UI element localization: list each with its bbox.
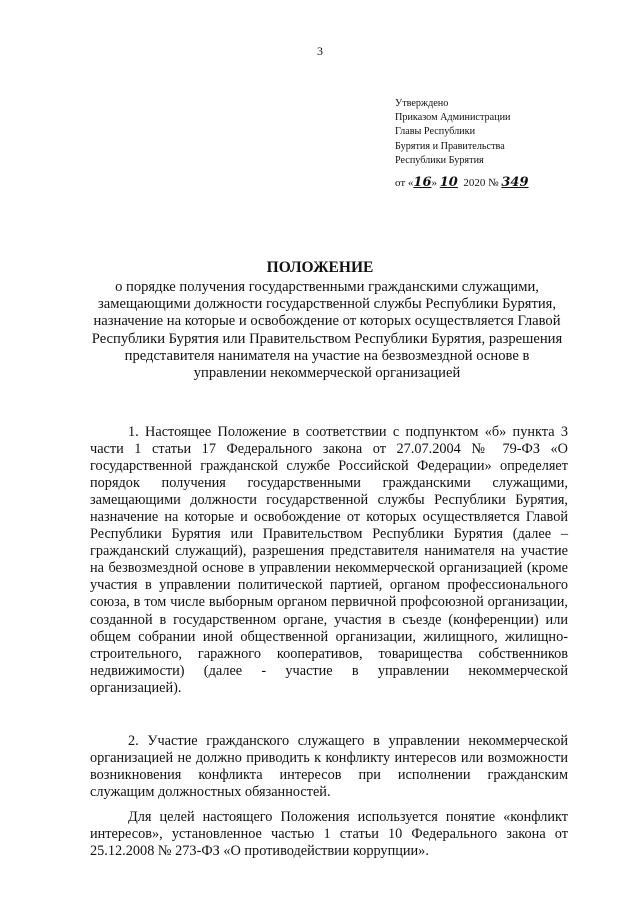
date-prefix: от «	[395, 177, 414, 190]
approval-line: Бурятия и Правительства	[395, 140, 505, 152]
handwritten-day: 16	[413, 175, 432, 191]
handwritten-number: 349	[501, 175, 529, 191]
page-number: 3	[317, 44, 323, 58]
paragraph-3: Для целей настоящего Положения используется понятие «конфликт интересов», установленное частью 1 статьи 10 Федерального закона от 25.12.2008 № 273-ФЗ «О противодействии коррупции».	[90, 809, 568, 860]
date-mid: »	[431, 177, 438, 190]
document-title: ПОЛОЖЕНИЕ	[266, 259, 374, 276]
paragraph-1: 1. Настоящее Положение в соответствии с подпунктом «б» пункта 3 части 1 статьи 17 Федерального закона от 27.07.2004 № 79-ФЗ «О государственной гражданской службе Российской Федерации» определяет порядок получения государственными гражданскими служащими, замещающими должности государственной службы Республики Бурятия, назначение на которые и освобождение от которых осуществляется Главой Республики Бурятия или Правительством Республики Бурятия (далее – гражданский служащий), разрешения представителя нанимателя на участие на безвозмездной основе в управлении некоммерческой организацией (кроме участия в управлении политической партией, органом профессионального союза, в том числе выборным органом первичной профсоюзной организации, созданной в государственном органе, участия в съезде (конференции) или общем собрании иной общественной организации, жилищного, жилищно-строительного, гаражного кооперативов, товарищества собственников недвижимости) (далее - участие в управлении некоммерческой организацией).	[90, 424, 568, 696]
approval-line: Республики Бурятия	[395, 154, 484, 166]
approval-date-number	[395, 176, 595, 190]
paragraph-2: 2. Участие гражданского служащего в управлении некоммерческой организацией не должно приводить к конфликту интересов или возможности возникновения конфликта интересов при исполнении гражданским служащим должностных обязанностей.	[90, 733, 568, 801]
approval-block	[395, 97, 595, 190]
approval-line: Приказом Администрации	[395, 112, 511, 124]
handwritten-month: 10	[439, 175, 458, 191]
approval-line: Главы Республики	[395, 126, 476, 138]
approval-line: Утверждено	[395, 98, 449, 109]
year-part: 2020 №	[463, 177, 499, 190]
document-subtitle: о порядке получения государственными гражданскими служащими, замещающими должности государственной службы Республики Бурятия, назначение на которые и освобождение от которых осуществляется Главой Республики Бурятия или Правительством Республики Бурятия, разрешения представителя нанимателя на участие на безвозмездной основе в управлении некоммерческой организацией	[91, 279, 563, 382]
